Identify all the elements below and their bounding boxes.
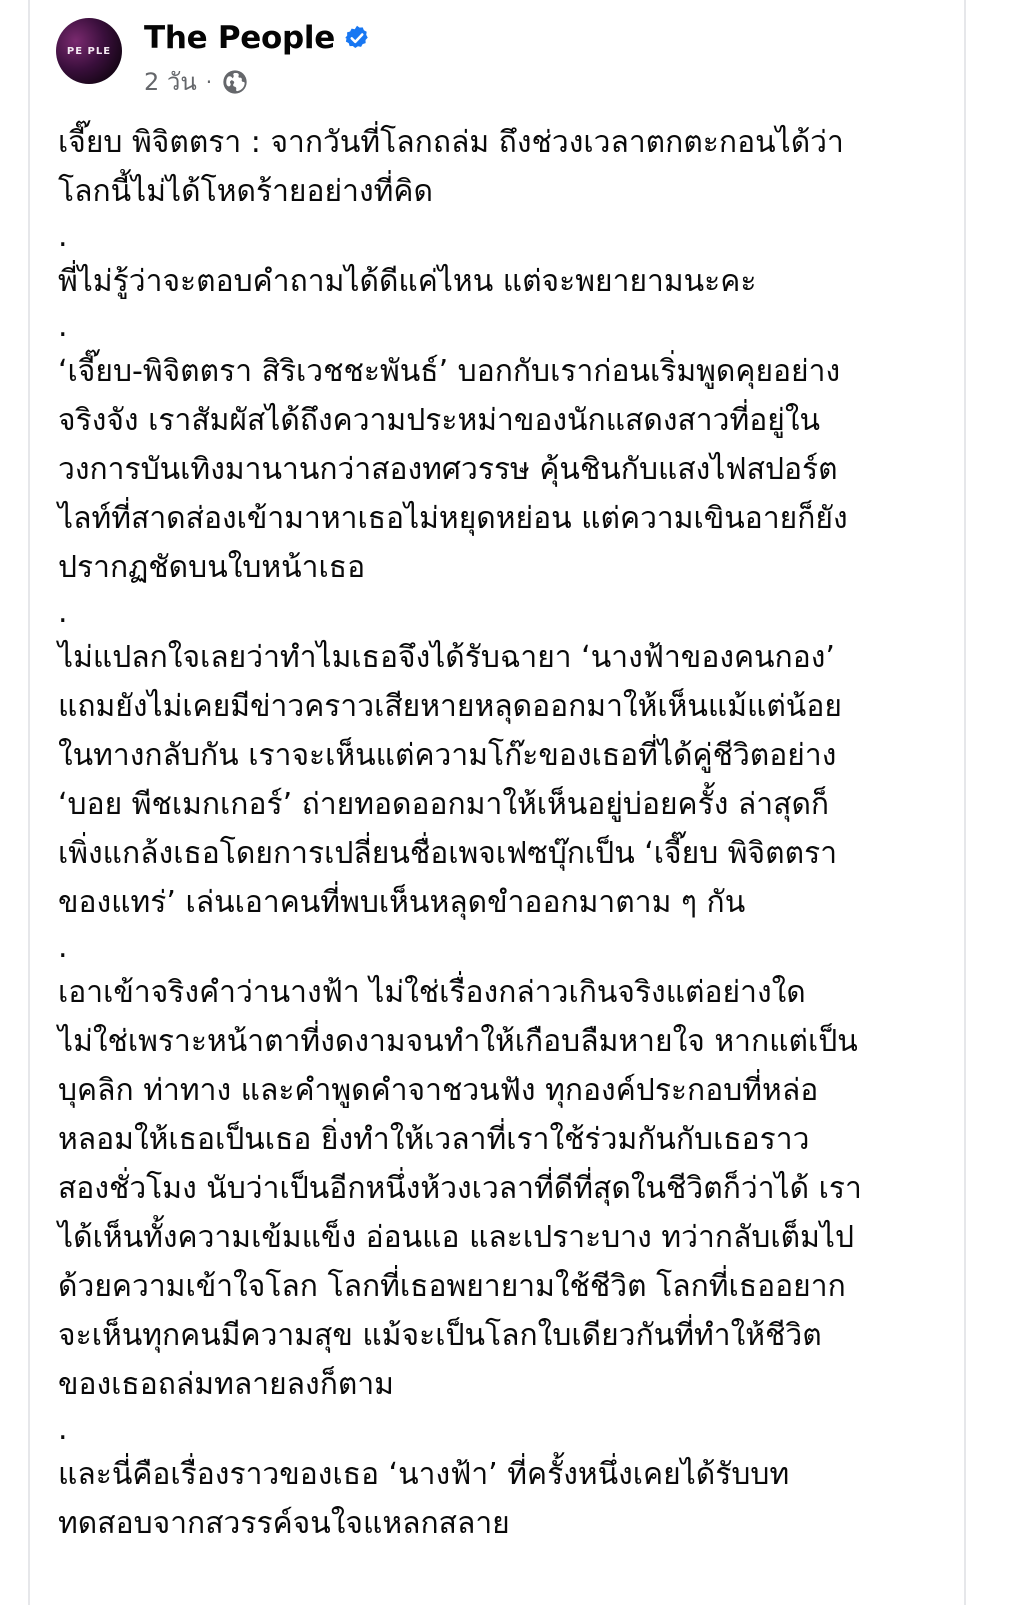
paragraph-divider: . [58,1412,68,1447]
meta-separator: · [205,69,213,94]
post-subline [144,62,371,101]
post-paragraph: ‘เจี๊ยบ-พิจิตตรา สิริเวชชะพันธ์’ บอกกับเราก่อนเริ่มพูดคุยอย่าง จริงจัง เราสัมผัสได้ถึงความประหม่าของนักแสดงสาวที่อยู่ใน วงการบันเทิงมานานกว่าสองทศวรรษ คุ้นชินกับแสงไฟสปอร์ต ไลท์ที่สาดส่องเข้ามาหาเธอไม่หยุดหย่อน แต่ความเขินอายก็ยัง ปรากฏชัดบนใบหน้าเธอ [58,354,848,585]
paragraph-divider: . [58,309,68,344]
avatar-logo-text: PE PLE [66,45,112,57]
page-avatar[interactable] [56,18,122,84]
paragraph-divider: . [58,219,68,254]
post-header [56,18,371,101]
paragraph-divider: . [58,595,68,630]
post-paragraph: ไม่แปลกใจเลยว่าทำไมเธอจึงได้รับฉายา ‘นางฟ้าของคนกอง’ แถมยังไม่เคยมีข่าวคราวเสียหายหลุดออกมาให้เห็นแม้แต่น้อย ในทางกลับกัน เราจะเห็นแต่ความโก๊ะของเธอที่ได้คู่ชีวิตอย่าง ‘บอย พีชเมกเกอร์’ ถ่ายทอดออกมาให้เห็นอยู่บ่อยครั้ง ล่าสุดก็ เพิ่งแกล้งเธอโดยการเปลี่ยนชื่อเพจเฟซบุ๊กเป็น ‘เจี๊ยบ พิจิตตรา ของแทร่’ เล่นเอาคนที่พบเห็นหลุดขำออกมาตาม ๆ กัน [58,640,842,920]
paragraph-divider: . [58,930,68,965]
globe-icon [221,68,249,96]
page-name-link[interactable]: The People [144,20,335,56]
post-timestamp[interactable]: 2 วัน [144,68,197,96]
author-row [144,18,371,58]
post-paragraph: เอาเข้าจริงคำว่านางฟ้า ไม่ใช่เรื่องกล่าวเกินจริงแต่อย่างใด ไม่ใช่เพราะหน้าตาที่งดงามจนทำให้เกือบลืมหายใจ หากแต่เป็น บุคลิก ท่าทาง และคำพูดคำจาชวนฟัง ทุกองค์ประกอบที่หล่อ หลอมให้เธอเป็นเธอ ยิ่งทำให้เวลาที่เราใช้ร่วมกันกับเธอราว สองชั่วโมง นับว่าเป็นอีกหนึ่งห้วงเวลาที่ดีที่สุดในชีวิตก็ว่าได้ เรา ได้เห็นทั้งความเข้มแข็ง อ่อนแอ และเปราะบาง ทว่ากลับเต็มไป ด้วยความเข้าใจโลก โลกที่เธอพยายามใช้ชีวิต โลกที่เธออยาก จะเห็นทุกคนมีความสุข แม้จะเป็นโลกใบเดียวกันที่ทำให้ชีวิต ของเธอถล่มทลายลงก็ตาม [58,975,862,1402]
post-paragraph: และนี่คือเรื่องราวของเธอ ‘นางฟ้า’ ที่ครั้งหนึ่งเคยได้รับบท ทดสอบจากสวรรค์จนใจแหลกสลาย [58,1457,790,1541]
verified-badge-icon [343,24,371,52]
post-card [28,0,966,1605]
post-paragraph-headline: เจี๊ยบ พิจิตตรา : จากวันที่โลกถล่ม ถึงช่วงเวลาตกตะกอนได้ว่า โลกนี้ไม่ได้โหดร้ายอย่างที่คิด [58,125,844,209]
post-meta [144,18,371,101]
post-paragraph: พี่ไม่รู้ว่าจะตอบคำถามได้ดีแค่ไหน แต่จะพยายามนะคะ [58,264,757,299]
post-text [58,118,958,1548]
